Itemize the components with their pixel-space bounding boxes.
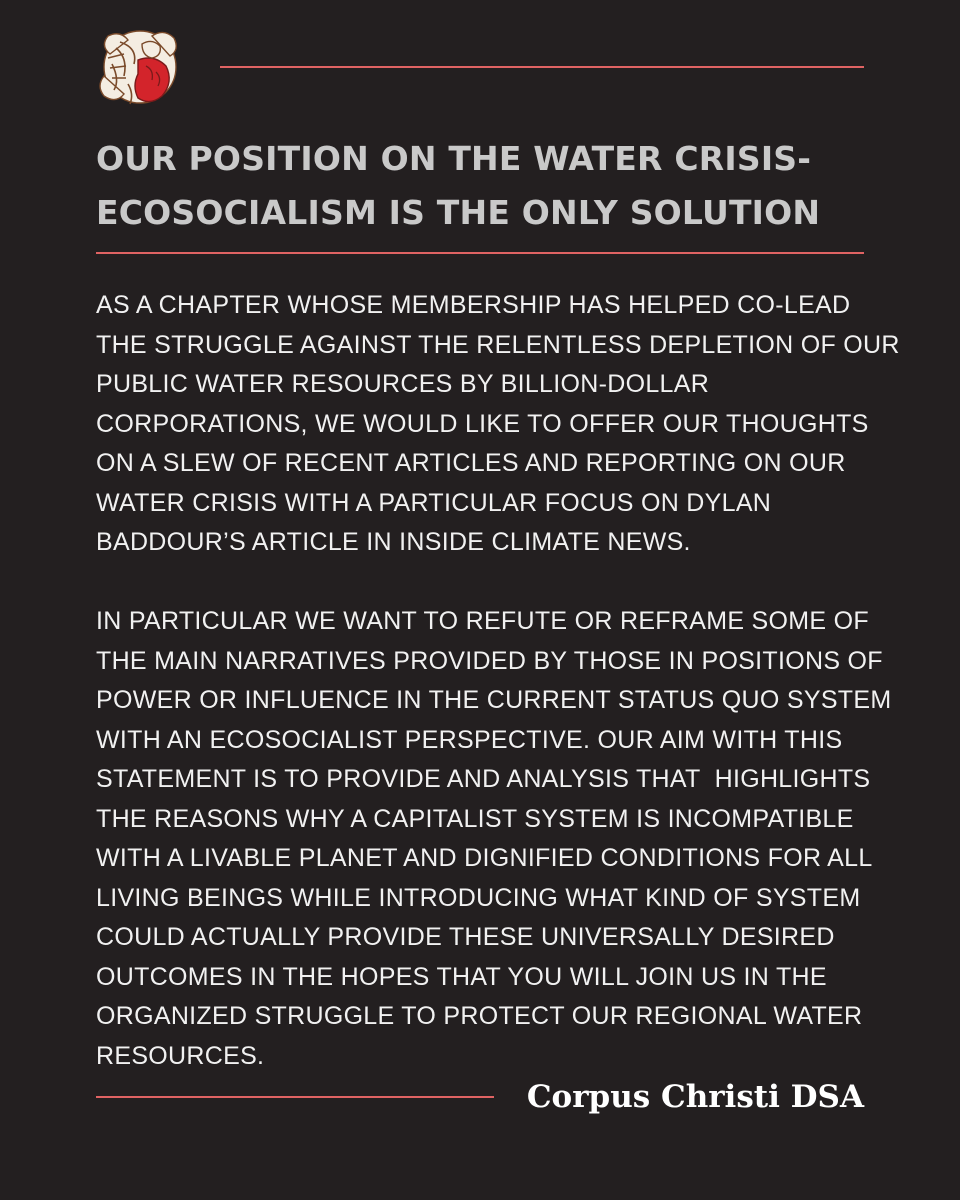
signature: Corpus Christi DSA [526,1079,864,1115]
paragraph-1 [96,286,900,563]
paragraph-line: STATEMENT IS TO PROVIDE AND ANALYSIS THAT HIGHLIGHTS [96,765,871,793]
paragraph-line: WITH AN ECOSOCIALIST PERSPECTIVE. OUR AIM WITH THIS [96,725,843,754]
paragraph-line: ON A SLEW OF RECENT ARTICLES AND REPORTING ON OUR [96,449,846,477]
title-line-1: OUR POSITION ON THE WATER CRISIS- [96,139,812,178]
paragraph-line: PUBLIC WATER RESOURCES BY BILLION-DOLLAR [96,370,710,398]
paragraph-line: WATER CRISIS WITH A PARTICULAR FOCUS ON DYLAN [96,488,772,517]
title-line-2: ECOSOCIALISM IS THE ONLY SOLUTION [96,193,821,232]
paragraph-line: AS A CHAPTER WHOSE MEMBERSHIP HAS HELPED CO-LEAD [96,291,851,319]
paragraph-2 [96,602,892,1076]
paragraph-line: CORPORATIONS, WE WOULD LIKE TO OFFER OUR THOUGHTS [96,409,869,438]
paragraph-line: COULD ACTUALLY PROVIDE THESE UNIVERSALLY DESIRED [96,923,835,951]
paragraph-line: THE REASONS WHY A CAPITALIST SYSTEM IS INCOMPATIBLE [96,804,854,833]
paragraph-line: IN PARTICULAR WE WANT TO REFUTE OR REFRAME SOME OF [96,607,869,635]
dsa-rose-fist-logo-icon [94,24,186,110]
paragraph-line: OUTCOMES IN THE HOPES THAT YOU WILL JOIN US IN THE [96,962,827,991]
paragraph-spacer [96,563,886,603]
page-title [96,132,876,240]
signature-divider [96,1096,494,1098]
statement-body [96,286,900,1076]
paragraph-line: BADDOUR’S ARTICLE IN INSIDE CLIMATE NEWS. [96,528,691,556]
paragraph-line: WITH A LIVABLE PLANET AND DIGNIFIED CONDITIONS FOR ALL [96,844,873,872]
paragraph-line: THE STRUGGLE AGAINST THE RELENTLESS DEPLETION OF OUR [96,330,900,359]
paragraph-line: LIVING BEINGS WHILE INTRODUCING WHAT KIND OF SYSTEM [96,883,861,912]
top-divider [220,66,864,68]
paragraph-line: ORGANIZED STRUGGLE TO PROTECT OUR REGIONAL WATER [96,1002,863,1030]
paragraph-line: RESOURCES. [96,1041,265,1070]
paragraph-line: POWER OR INFLUENCE IN THE CURRENT STATUS QUO SYSTEM [96,686,892,714]
title-divider [96,252,864,254]
paragraph-line: THE MAIN NARRATIVES PROVIDED BY THOSE IN POSITIONS OF [96,646,883,675]
